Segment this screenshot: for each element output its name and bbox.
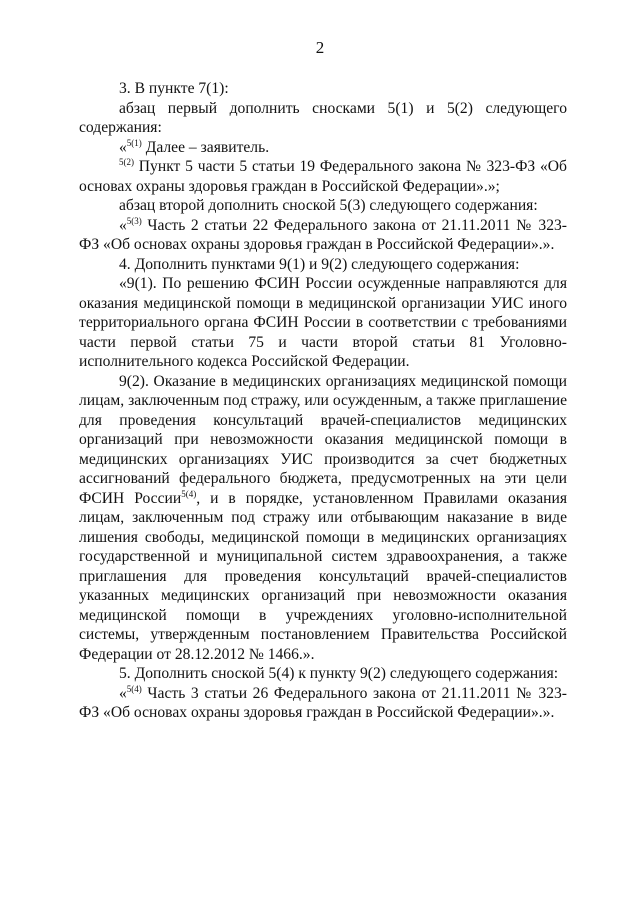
paragraph-item-3-header: 3. В пункте 7(1): bbox=[119, 80, 229, 97]
paragraph-item-5-header: 5. Дополнить сноской 5(4) к пункту 9(2) следующего содержания: bbox=[119, 665, 559, 682]
page-number: 2 bbox=[315, 38, 325, 57]
footnote-5-1: «$^{5(1)}$ Далее – заявитель. bbox=[119, 137, 270, 156]
paragraph-9-1: «9(1). По решению ФСИН России осужденные направляются для оказания медицинской помощи в медицинской организации УИС иного территориального органа ФСИН России в соответствии с требованиями части первой статьи 75 и части второй статьи 81 Уголовно-исполнительного кодекса Российской Федерации. bbox=[79, 275, 567, 370]
paragraph-abzac-second: абзац второй дополнить сноской 5(3) следующего содержания: bbox=[119, 197, 538, 214]
document-body bbox=[79, 79, 567, 723]
paragraph-abzac-first: абзац первый дополнить сносками 5(1) и 5(2) следующего содержания: bbox=[79, 99, 567, 136]
paragraph-item-4-header: 4. Дополнить пунктами 9(1) и 9(2) следующего содержания: bbox=[119, 255, 520, 273]
paragraph-9-2: 9(2). Оказание в медицинских организациях медицинской помощи лицам, заключенным под стражу, или осужденным, а также приглашение для проведения консультаций врачей-специалистов медицинских организаций при невозможности оказания медицинской помощи в медицинских организациях УИС производится за счет бюджетных ассигнований федерального бюджета, предусмотренных на эти цели ФСИН России$^{5(4)}$, и в порядке, установленном Правилами оказания лицам, заключенным под стражу или отбывающим наказание в виде лишения свободы, медицинской помощи в медицинских организациях государственной и муниципальной систем здравоохранения, а также приглашения для проведения консультаций врачей-специалистов указанных медицинских организаций при невозможности оказания медицинской помощи в учреждениях уголовно-исполнительной системы, утвержденным постановлением Правительства Российской Федерации от 28.12.2012 № 1466.». bbox=[79, 372, 567, 663]
footnote-5-4: «$^{5(4)}$ Часть 3 статьи 26 Федерального закона от 21.11.2011 № 323-ФЗ «Об основах охраны здоровья граждан в Российской Федерации».». bbox=[79, 683, 567, 721]
footnote-5-2: $^{5(2)}$ Пункт 5 части 5 статьи 19 Федерального закона № 323-ФЗ «Об основах охраны здоровья граждан в Российской Федерации».»; bbox=[79, 157, 567, 195]
footnote-5-3: «$^{5(3)}$ Часть 2 статьи 22 Федерального закона от 21.11.2011 № 323-ФЗ «Об основах охраны здоровья граждан в Российской Федерации».». bbox=[79, 215, 567, 253]
